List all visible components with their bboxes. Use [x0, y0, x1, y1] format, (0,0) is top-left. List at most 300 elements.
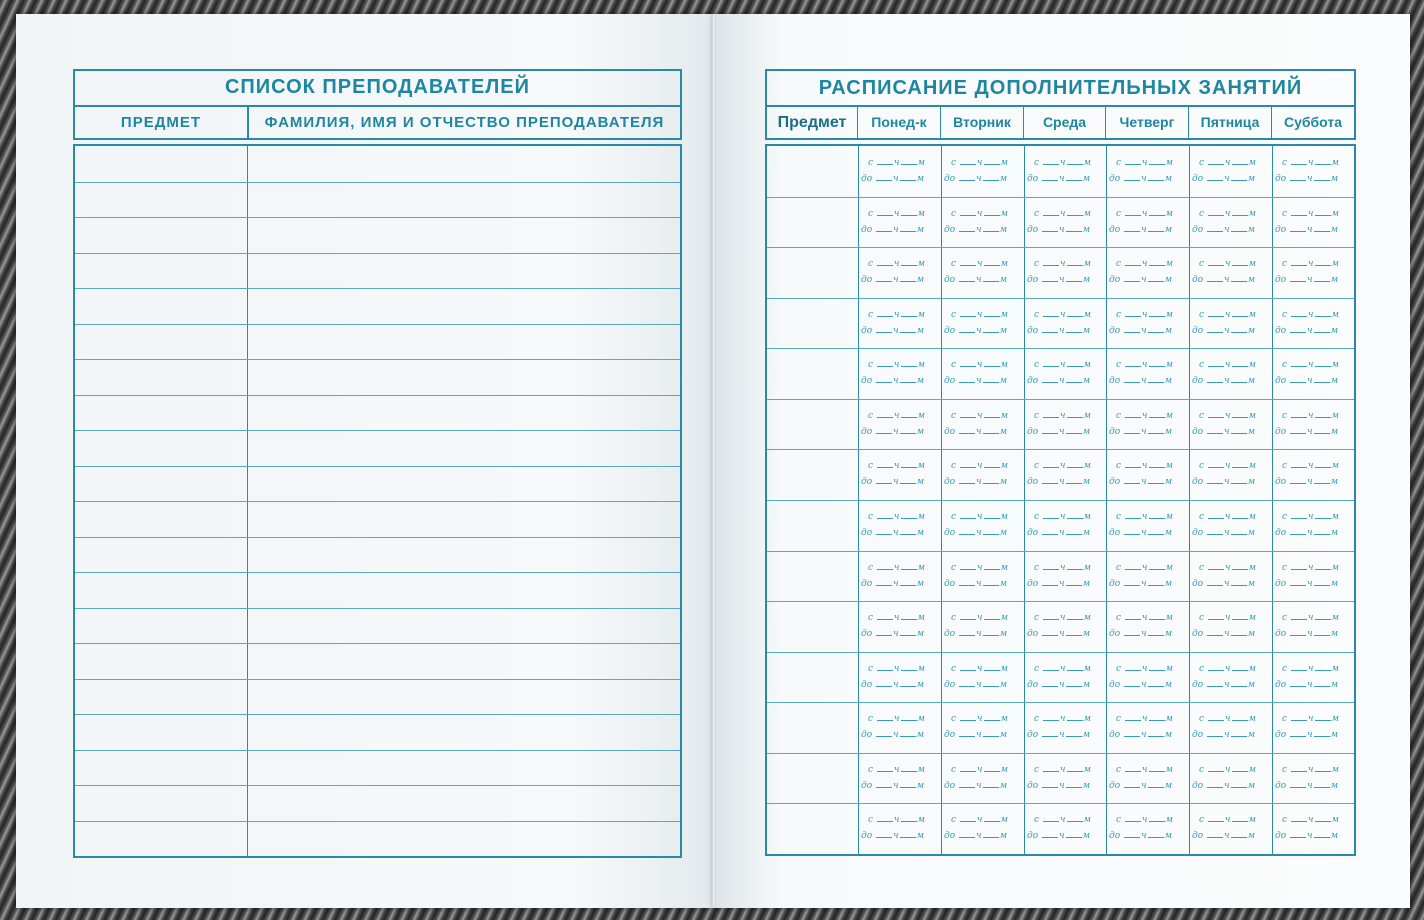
minutes-label: м	[999, 831, 1008, 842]
from-label: с	[1116, 461, 1122, 472]
table-row-line	[767, 399, 1354, 400]
time-to-slot	[1192, 728, 1255, 740]
minutes-label: м	[1247, 730, 1256, 741]
to-label: до	[861, 578, 873, 589]
hours-label: ч	[1141, 613, 1148, 624]
time-from-slot	[1034, 763, 1091, 775]
day-header-monday: Понед-к	[858, 107, 941, 138]
to-label: до	[1192, 224, 1204, 235]
to-label: до	[1027, 426, 1039, 437]
to-label: до	[1275, 528, 1287, 538]
from-label: с	[951, 360, 957, 371]
time-to-slot	[1192, 324, 1255, 336]
hours-label: ч	[1059, 562, 1066, 573]
to-label: до	[861, 426, 873, 437]
time-from-slot	[868, 763, 925, 775]
hours-label: ч	[1307, 461, 1314, 472]
from-label: с	[1282, 714, 1288, 725]
time-to-slot	[1027, 779, 1090, 791]
to-label: до	[861, 679, 873, 690]
minutes-label: м	[1082, 275, 1091, 286]
from-label: с	[868, 562, 874, 573]
hours-label: ч	[1224, 764, 1231, 775]
hours-label: ч	[1141, 831, 1147, 842]
hours-label: ч	[1141, 224, 1147, 235]
hours-label: ч	[976, 780, 982, 791]
time-to-slot	[1027, 627, 1090, 639]
hours-label: ч	[1141, 275, 1147, 286]
from-label: с	[868, 259, 874, 270]
minutes-label: м	[999, 426, 1008, 437]
hours-label: ч	[1307, 275, 1313, 286]
time-to-slot	[1275, 273, 1338, 285]
time-to-slot	[1275, 627, 1338, 639]
from-label: с	[1034, 461, 1040, 472]
time-to-slot	[1192, 627, 1255, 639]
day-header-friday: Пятница	[1189, 107, 1272, 138]
hours-label: ч	[893, 663, 900, 674]
table-row-line	[767, 753, 1354, 754]
hours-label: ч	[893, 325, 899, 336]
hours-label: ч	[976, 477, 982, 488]
from-label: с	[1034, 815, 1040, 826]
minutes-label: м	[917, 410, 925, 421]
time-to-slot	[944, 829, 1007, 841]
table-row-line	[75, 572, 680, 573]
hours-label: ч	[1224, 512, 1231, 522]
from-label: с	[951, 461, 957, 472]
minutes-label: м	[1330, 275, 1339, 286]
time-from-slot	[1116, 813, 1173, 825]
hours-label: ч	[1059, 376, 1065, 387]
from-label: с	[868, 360, 874, 371]
table-row-line	[75, 750, 680, 751]
time-to-slot	[861, 223, 924, 235]
time-to-slot	[861, 829, 924, 841]
hours-label: ч	[1141, 629, 1147, 640]
to-label: до	[1027, 629, 1039, 640]
from-label: с	[1116, 562, 1122, 573]
hours-label: ч	[1224, 663, 1231, 674]
minutes-label: м	[917, 309, 925, 320]
from-label: с	[1199, 410, 1205, 421]
minutes-label: м	[1247, 578, 1256, 589]
time-from-slot	[1199, 662, 1256, 674]
from-label: с	[1282, 815, 1288, 826]
to-label: до	[1027, 780, 1039, 791]
hours-label: ч	[1307, 174, 1313, 184]
time-from-slot	[1282, 409, 1339, 421]
notebook-spine	[712, 14, 716, 908]
from-label: с	[868, 714, 874, 725]
minutes-label: м	[916, 376, 925, 387]
table-row-line	[75, 217, 680, 218]
to-label: до	[1109, 325, 1121, 336]
from-label: с	[951, 259, 957, 270]
minutes-label: м	[1083, 663, 1091, 674]
time-from-slot	[1199, 510, 1256, 522]
table-row-line	[767, 247, 1354, 248]
table-row-line	[75, 395, 680, 396]
time-from-slot	[1116, 611, 1173, 623]
to-label: до	[944, 275, 956, 286]
minutes-label: м	[1083, 613, 1091, 624]
minutes-label: м	[1247, 275, 1256, 286]
to-label: до	[1192, 528, 1204, 538]
time-from-slot	[1116, 459, 1173, 471]
minutes-label: м	[1331, 410, 1339, 421]
time-from-slot	[868, 459, 925, 471]
hours-label: ч	[1307, 679, 1313, 690]
minutes-label: м	[1164, 224, 1173, 235]
minutes-label: м	[917, 158, 925, 168]
from-label: с	[1034, 360, 1040, 371]
to-label: до	[1192, 831, 1204, 842]
hours-label: ч	[1307, 477, 1313, 488]
teachers-list-table	[73, 144, 682, 858]
to-label: до	[1109, 831, 1121, 842]
hours-label: ч	[893, 679, 899, 690]
time-from-slot	[1034, 409, 1091, 421]
minutes-label: м	[917, 360, 925, 371]
from-label: с	[1034, 562, 1040, 573]
hours-label: ч	[1141, 679, 1147, 690]
minutes-label: м	[1248, 158, 1256, 168]
time-to-slot	[861, 273, 924, 285]
from-label: с	[1034, 158, 1040, 168]
hours-label: ч	[1224, 224, 1230, 235]
hours-label: ч	[893, 831, 899, 842]
schedule-table	[765, 144, 1356, 856]
hours-label: ч	[1059, 208, 1066, 219]
to-label: до	[1192, 376, 1204, 387]
day-header-tuesday: Вторник	[941, 107, 1024, 138]
minutes-label: м	[917, 815, 925, 826]
from-label: с	[1116, 815, 1122, 826]
from-label: с	[1199, 158, 1205, 168]
minutes-label: м	[1247, 426, 1256, 437]
table-row-line	[75, 359, 680, 360]
teachers-list-header	[73, 69, 682, 140]
hours-label: ч	[1059, 831, 1065, 842]
hours-label: ч	[1059, 613, 1066, 624]
table-row-line	[75, 537, 680, 538]
hours-label: ч	[976, 259, 983, 270]
from-label: с	[951, 663, 957, 674]
to-label: до	[944, 730, 956, 741]
time-from-slot	[1116, 561, 1173, 573]
hours-label: ч	[1307, 309, 1314, 320]
minutes-label: м	[999, 679, 1008, 690]
to-label: до	[1192, 275, 1204, 286]
time-from-slot	[868, 409, 925, 421]
minutes-label: м	[1331, 663, 1339, 674]
time-from-slot	[1034, 561, 1091, 573]
hours-label: ч	[893, 815, 900, 826]
from-label: с	[1282, 158, 1288, 168]
minutes-label: м	[1165, 410, 1173, 421]
minutes-label: м	[1248, 562, 1256, 573]
hours-label: ч	[976, 376, 982, 387]
minutes-label: м	[1248, 208, 1256, 219]
hours-label: ч	[1224, 158, 1231, 168]
minutes-label: м	[1330, 376, 1339, 387]
hours-label: ч	[893, 629, 899, 640]
hours-label: ч	[893, 512, 900, 522]
hours-label: ч	[1307, 224, 1313, 235]
hours-label: ч	[1224, 528, 1230, 538]
day-header-thursday: Четверг	[1106, 107, 1189, 138]
minutes-label: м	[1165, 663, 1173, 674]
hours-label: ч	[1224, 208, 1231, 219]
hours-label: ч	[1224, 831, 1230, 842]
time-to-slot	[1027, 425, 1090, 437]
time-from-slot	[1282, 510, 1339, 522]
minutes-label: м	[1247, 528, 1256, 538]
from-label: с	[1199, 663, 1205, 674]
time-to-slot	[861, 324, 924, 336]
time-from-slot	[1034, 459, 1091, 471]
hours-label: ч	[1141, 477, 1147, 488]
hours-label: ч	[1059, 224, 1065, 235]
time-from-slot	[1116, 763, 1173, 775]
from-label: с	[1199, 512, 1205, 522]
minutes-label: м	[1083, 815, 1091, 826]
to-label: до	[1275, 780, 1287, 791]
from-label: с	[1282, 461, 1288, 472]
minutes-label: м	[1331, 360, 1339, 371]
to-label: до	[1109, 578, 1121, 589]
time-to-slot	[861, 172, 924, 184]
from-label: с	[1199, 562, 1205, 573]
time-to-slot	[1192, 526, 1255, 538]
to-label: до	[1027, 275, 1039, 286]
to-label: до	[944, 578, 956, 589]
hours-label: ч	[1307, 360, 1314, 371]
minutes-label: м	[1247, 629, 1256, 640]
minutes-label: м	[1083, 410, 1091, 421]
minutes-label: м	[917, 764, 925, 775]
from-label: с	[1116, 613, 1122, 624]
minutes-label: м	[1164, 174, 1173, 184]
time-to-slot	[1192, 172, 1255, 184]
time-from-slot	[1116, 207, 1173, 219]
from-label: с	[951, 410, 957, 421]
to-label: до	[1109, 426, 1121, 437]
hours-label: ч	[1224, 679, 1230, 690]
to-label: до	[944, 831, 956, 842]
minutes-label: м	[999, 275, 1008, 286]
time-from-slot	[1199, 358, 1256, 370]
time-to-slot	[861, 779, 924, 791]
hours-label: ч	[1059, 663, 1066, 674]
hours-label: ч	[1059, 815, 1066, 826]
time-to-slot	[1109, 577, 1172, 589]
table-row-line	[767, 197, 1354, 198]
minutes-label: м	[1082, 629, 1091, 640]
minutes-label: м	[1165, 764, 1173, 775]
to-label: до	[861, 528, 873, 538]
minutes-label: м	[1331, 764, 1339, 775]
minutes-label: м	[1000, 815, 1008, 826]
hours-label: ч	[1059, 512, 1066, 522]
time-from-slot	[951, 207, 1008, 219]
table-row-line	[75, 288, 680, 289]
hours-label: ч	[893, 309, 900, 320]
time-to-slot	[944, 526, 1007, 538]
table-row-line	[767, 500, 1354, 501]
time-from-slot	[1034, 207, 1091, 219]
to-label: до	[1275, 578, 1287, 589]
to-label: до	[1275, 325, 1287, 336]
minutes-label: м	[1330, 426, 1339, 437]
time-from-slot	[868, 510, 925, 522]
to-label: до	[1027, 528, 1039, 538]
minutes-label: м	[1330, 831, 1339, 842]
time-to-slot	[944, 324, 1007, 336]
hours-label: ч	[1307, 325, 1313, 336]
hours-label: ч	[1059, 679, 1065, 690]
minutes-label: м	[1082, 174, 1091, 184]
minutes-label: м	[1083, 461, 1091, 472]
hours-label: ч	[1141, 174, 1147, 184]
time-from-slot	[1199, 207, 1256, 219]
hours-label: ч	[976, 831, 982, 842]
minutes-label: м	[1164, 477, 1173, 488]
time-to-slot	[1027, 728, 1090, 740]
hours-label: ч	[1059, 461, 1066, 472]
to-label: до	[1109, 780, 1121, 791]
hours-label: ч	[976, 360, 983, 371]
to-label: до	[1109, 376, 1121, 387]
hours-label: ч	[976, 562, 983, 573]
time-to-slot	[1275, 779, 1338, 791]
time-to-slot	[1109, 627, 1172, 639]
minutes-label: м	[1164, 426, 1173, 437]
to-label: до	[861, 477, 873, 488]
from-label: с	[1034, 259, 1040, 270]
hours-label: ч	[1059, 629, 1065, 640]
table-row-line	[767, 652, 1354, 653]
minutes-label: м	[1165, 461, 1173, 472]
minutes-label: м	[999, 528, 1008, 538]
to-label: до	[861, 224, 873, 235]
to-label: до	[1027, 578, 1039, 589]
time-from-slot	[1282, 257, 1339, 269]
minutes-label: м	[1000, 208, 1008, 219]
minutes-label: м	[1082, 426, 1091, 437]
minutes-label: м	[1082, 528, 1091, 538]
minutes-label: м	[1082, 679, 1091, 690]
hours-label: ч	[976, 512, 983, 522]
time-to-slot	[1109, 425, 1172, 437]
minutes-label: м	[1082, 780, 1091, 791]
hours-label: ч	[1307, 613, 1314, 624]
minutes-label: м	[999, 730, 1008, 741]
minutes-label: м	[1083, 208, 1091, 219]
table-row-line	[75, 714, 680, 715]
minutes-label: м	[916, 174, 925, 184]
from-label: с	[951, 815, 957, 826]
hours-label: ч	[1307, 578, 1313, 589]
hours-label: ч	[976, 158, 983, 168]
time-to-slot	[1275, 324, 1338, 336]
hours-label: ч	[1224, 562, 1231, 573]
to-label: до	[1109, 174, 1121, 184]
time-from-slot	[1282, 308, 1339, 320]
hours-label: ч	[1141, 410, 1148, 421]
hours-label: ч	[1224, 325, 1230, 336]
from-label: с	[868, 410, 874, 421]
table-row-line	[75, 324, 680, 325]
hours-label: ч	[893, 259, 900, 270]
minutes-label: м	[1248, 461, 1256, 472]
minutes-label: м	[1164, 325, 1173, 336]
to-label: до	[1027, 730, 1039, 741]
hours-label: ч	[976, 208, 983, 219]
hours-label: ч	[1141, 461, 1148, 472]
time-from-slot	[868, 662, 925, 674]
from-label: с	[868, 158, 874, 168]
hours-label: ч	[1307, 629, 1313, 640]
time-from-slot	[1199, 459, 1256, 471]
time-to-slot	[1109, 172, 1172, 184]
table-row-line	[75, 182, 680, 183]
minutes-label: м	[917, 613, 925, 624]
table-row-line	[75, 501, 680, 502]
from-label: с	[1282, 613, 1288, 624]
from-label: с	[951, 613, 957, 624]
time-to-slot	[861, 374, 924, 386]
schedule-subject-column-header: Предмет	[767, 107, 858, 138]
time-to-slot	[1109, 526, 1172, 538]
time-from-slot	[1199, 257, 1256, 269]
time-to-slot	[1027, 526, 1090, 538]
to-label: до	[944, 629, 956, 640]
teacher-name-column-header: ФАМИЛИЯ, ИМЯ И ОТЧЕСТВО ПРЕПОДАВАТЕЛЯ	[264, 114, 665, 131]
table-row-line	[75, 785, 680, 786]
minutes-label: м	[1082, 578, 1091, 589]
time-from-slot	[1034, 308, 1091, 320]
hours-label: ч	[1059, 410, 1066, 421]
from-label: с	[868, 613, 874, 624]
hours-label: ч	[976, 174, 982, 184]
from-label: с	[1116, 309, 1122, 320]
minutes-label: м	[1331, 714, 1339, 725]
hours-label: ч	[1307, 512, 1314, 522]
minutes-label: м	[1331, 512, 1339, 522]
time-from-slot	[1199, 561, 1256, 573]
hours-label: ч	[893, 208, 900, 219]
table-row-line	[75, 253, 680, 254]
minutes-label: м	[1248, 815, 1256, 826]
to-label: до	[1109, 275, 1121, 286]
time-to-slot	[1027, 577, 1090, 589]
to-label: до	[1109, 679, 1121, 690]
time-to-slot	[1275, 475, 1338, 487]
minutes-label: м	[1247, 224, 1256, 235]
hours-label: ч	[1059, 158, 1066, 168]
table-row-line	[767, 348, 1354, 349]
hours-label: ч	[1224, 730, 1230, 741]
hours-label: ч	[893, 158, 900, 168]
time-from-slot	[951, 358, 1008, 370]
minutes-label: м	[916, 629, 925, 640]
minutes-label: м	[1082, 477, 1091, 488]
to-label: до	[1109, 224, 1121, 235]
to-label: до	[1275, 679, 1287, 690]
minutes-label: м	[1248, 360, 1256, 371]
